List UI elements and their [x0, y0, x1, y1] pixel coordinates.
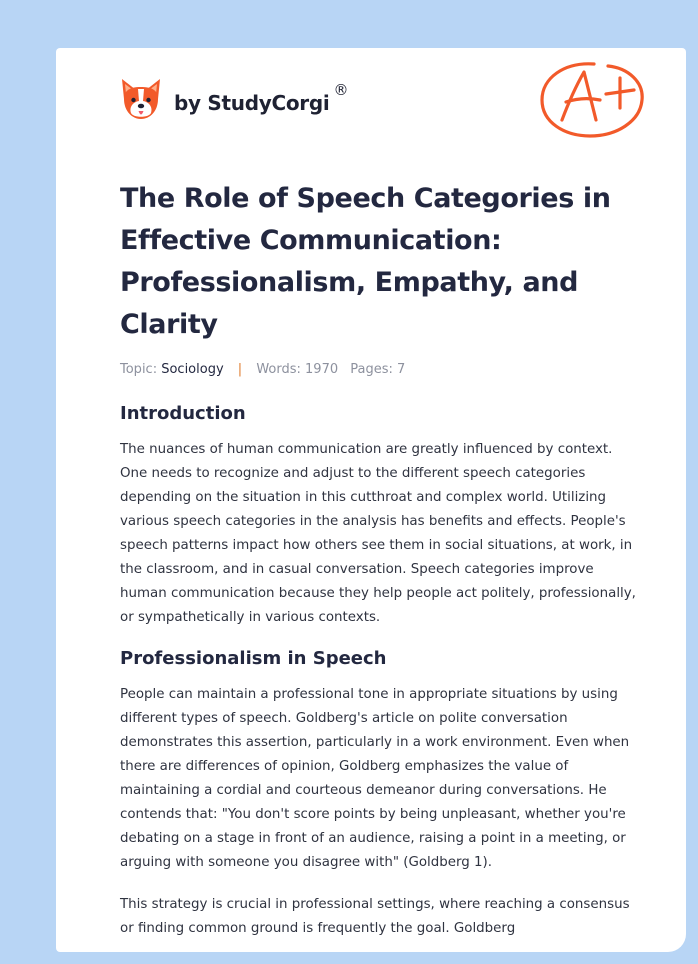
studycorgi-logo[interactable] [120, 76, 348, 124]
a-plus-grade-icon [536, 58, 648, 142]
professionalism-paragraph-1: People can maintain a professional tone in appropriate situations by using different types of speech. Goldberg's article on polite conversation demonstrates this assertion, particularly in a work environment. Even when there are differences of opinion, Goldberg emphasizes the value of maintaining a cordial and courteous demeanor during conversations. He contends that: "You don't score points by being unpleasant, whether you're debating on a stage in front of an audience, raising a point in a meeting, or arguing with someone you disagree with" (Goldberg 1). [120, 687, 630, 870]
page-count: Pages: 7 [350, 362, 406, 377]
header [56, 48, 686, 158]
topic-link[interactable]: Sociology [161, 362, 224, 377]
document-meta [120, 360, 636, 380]
document-card [56, 48, 686, 952]
introduction-paragraph: The nuances of human communication are greatly influenced by context. One needs to recognize and adjust to the different speech categories depending on the situation in this cutthroat and complex world. Utilizing various speech categories in the analysis has benefits and effects. People's speech patterns impact how others see them in social situations, at work, in the classroom, and in casual conversation. Speech categories improve human communication because they help people act politely, professionally, or sympathetically in various contexts. [120, 442, 636, 625]
section-heading-professionalism: Professionalism in Speech [120, 648, 387, 669]
meta-separator: | [237, 362, 243, 377]
brand-name: by StudyCorgi [174, 91, 330, 115]
professionalism-paragraph-2: This strategy is crucial in professional settings, where reaching a consensus or finding common ground is frequently the goal. Goldberg [120, 897, 630, 936]
document-content [120, 178, 636, 941]
section-heading-introduction: Introduction [120, 403, 246, 424]
document-title: The Role of Speech Categories in Effective Communication: Professionalism, Empathy, and Clarity [120, 183, 611, 340]
topic-label: Topic: [120, 362, 158, 377]
corgi-icon [120, 77, 162, 123]
registered-mark: ® [333, 81, 349, 99]
word-count: Words: 1970 [256, 362, 339, 377]
